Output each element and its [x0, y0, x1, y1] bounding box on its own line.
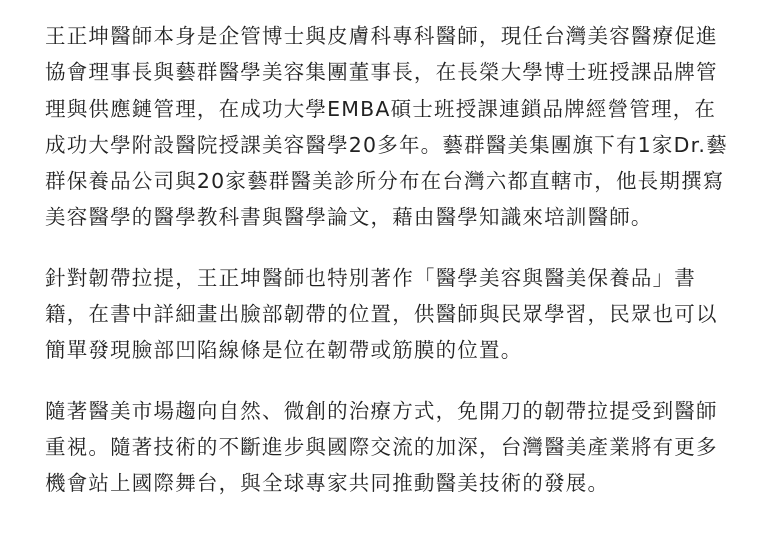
text-line: 重視。隨著技術的不斷進步與國際交流的加深，台灣醫美產業將有更多	[45, 434, 718, 459]
text-line: 協會理事長與藝群醫學美容集團董事長，在長榮大學博士班授課品牌管	[45, 60, 718, 85]
text-line: 群保養品公司與20家藝群醫美診所分布在台灣六都直轄市，他長期撰寫	[45, 169, 725, 194]
paragraph-industry-outlook	[45, 393, 745, 502]
paragraph-ligament-book	[45, 260, 745, 369]
text-line: 美容醫學的醫學教科書與醫學論文，藉由醫學知識來培訓醫師。	[45, 205, 653, 230]
text-line: 成功大學附設醫院授課美容醫學20多年。藝群醫美集團旗下有1家Dr.藝	[45, 132, 728, 157]
text-line: 簡單發現臉部凹陷線條是位在韌帶或筋膜的位置。	[45, 338, 523, 363]
text-line: 籍，在書中詳細畫出臉部韌帶的位置，供醫師與民眾學習，民眾也可以	[45, 302, 718, 327]
text-line: 理與供應鏈管理，在成功大學EMBA碩士班授課連鎖品牌經營管理，在	[45, 96, 717, 121]
paragraph-author-bio	[45, 18, 745, 236]
text-line: 王正坤醫師本身是企管博士與皮膚科專科醫師，現任台灣美容醫療促進	[45, 24, 718, 48]
text-line: 隨著醫美市場趨向自然、微創的治療方式，免開刀的韌帶拉提受到醫師	[45, 398, 718, 423]
text-line: 針對韌帶拉提，王正坤醫師也特別著作「醫學美容與醫美保養品」書	[45, 265, 696, 290]
article-body	[45, 18, 745, 526]
text-line: 機會站上國際舞台，與全球專家共同推動醫美技術的發展。	[45, 471, 610, 496]
